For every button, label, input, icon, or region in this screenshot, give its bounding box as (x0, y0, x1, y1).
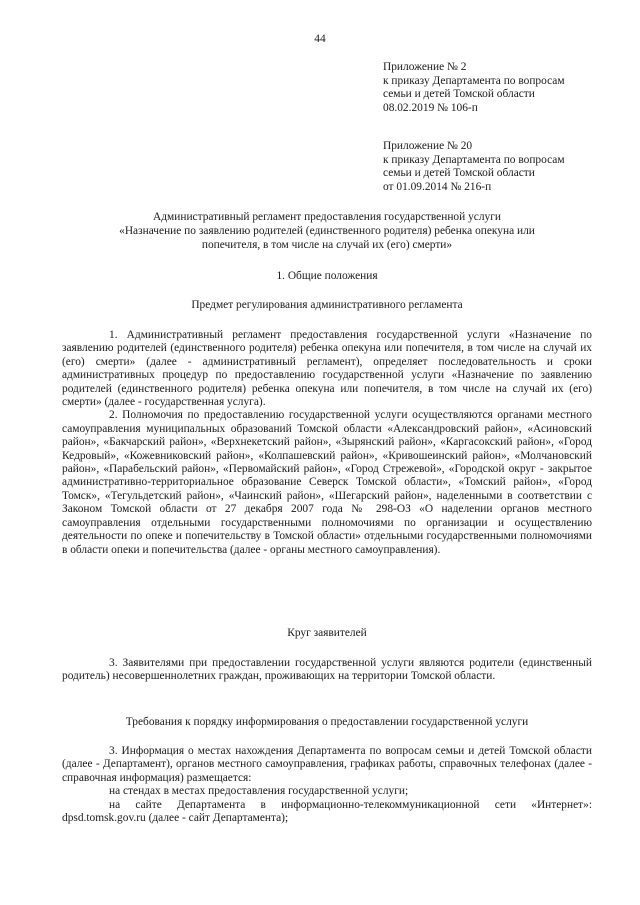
title-line-2: «Назначение по заявлению родителей (единственного родителя) ребенка опекуна или (119, 224, 535, 237)
body-paragraph-3 (62, 657, 592, 684)
paragraph-1: 1. Административный регламент предоставления государственной услуги «Назначение по заявлению родителей (единственного родителя) ребенка опекуна или попечителя, в том числе на случай их (его) смерти» (далее - административный регламент), определяет последовательность и сроки административных процедур по предоставлению государственной услуги «Назначение по заявлению родителей (единственного родителя) ребенка опекуна или попечителя, в том числе на случай их (его) смерти» (далее - государственная услуга). (62, 329, 592, 409)
annex-20-line-1: Приложение № 20 (383, 140, 473, 152)
subheading-info: Требования к порядку информирования о предоставлении государственной услуги (125, 716, 529, 728)
annex-2-line-2: к приказу Департамента по вопросам (383, 74, 565, 87)
annex-20-line-2: к приказу Департамента по вопросам (383, 153, 565, 166)
subheading-applicants: Круг заявителей (287, 627, 367, 639)
page-number: 44 (314, 33, 326, 45)
annex-2-block (383, 61, 618, 115)
title-line-3: попечителя, в том числе на случай их (его) смерти» (201, 238, 453, 251)
annex-2-line-3: семьи и детей Томской области (383, 88, 535, 101)
paragraph-4: 3. Информация о местах нахождения Департамента по вопросам семьи и детей Томской области (далее - Департамент), органов местного самоуправления, графиках работы, справочных телефонах (далее - справочная информация) размещается: (62, 745, 592, 784)
document-title (62, 211, 592, 252)
annex-20-line-3: семьи и детей Томской области (383, 167, 535, 180)
section-1-heading: 1. Общие положения (276, 270, 378, 282)
paragraph-5: на сайте Департамента в информационно-телекоммуникационной сети «Интернет»: dpsd.tomsk.gov.ru (далее - сайт Департамента); (62, 798, 592, 825)
annex-2-line-1: Приложение № 2 (383, 61, 467, 73)
annex-20-block (383, 140, 618, 194)
body-paragraphs-1-2 (62, 329, 592, 557)
paragraph-3: 3. Заявителями при предоставлении государственной услуги являются родители (единственный родитель) несовершеннолетних граждан, проживающих на территории Томской области. (62, 657, 592, 683)
body-paragraphs-4-5 (62, 745, 592, 825)
subheading-subject: Предмет регулирования административного регламента (191, 299, 463, 311)
title-line-1: Административный регламент предоставления государственной услуги (153, 211, 501, 223)
annex-2-line-4: 08.02.2019 № 106-п (383, 101, 478, 114)
annex-20-line-4: от 01.09.2014 № 216-п (383, 180, 492, 193)
paragraph-2: 2. Полномочия по предоставлению государственной услуги осуществляются органами местного самоуправления муниципальных образований Томской области «Александровский район», «Асиновский район», «Бакчарский район», «Верхнекетский район», «Зырянский район», «Каргасокский район», «Город Кедровый», «Кожевниковский район», «Колпашевский район», «Кривошеинский район», «Молчановский район», «Парабельский район», «Первомайский район», «Город Стрежевой», «Городской округ - закрытое административно-территориальное образование Северск Томской области», «Томский район», «Город Томск», «Тегульдетский район», «Чаинский район», «Шегарский район», наделенными в соответствии с Законом Томской области от 27 декабря 2007 года № 298-ОЗ «О наделении органов местного самоуправления отдельными государственными полномочиями по организации и осуществлению деятельности по опеке и попечительству в Томской области» отдельными государственными полномочиями в области опеки и попечительства (далее - органы местного самоуправления). (62, 409, 592, 556)
list-item-1: на стендах в местах предоставления государственной услуги; (109, 785, 409, 798)
